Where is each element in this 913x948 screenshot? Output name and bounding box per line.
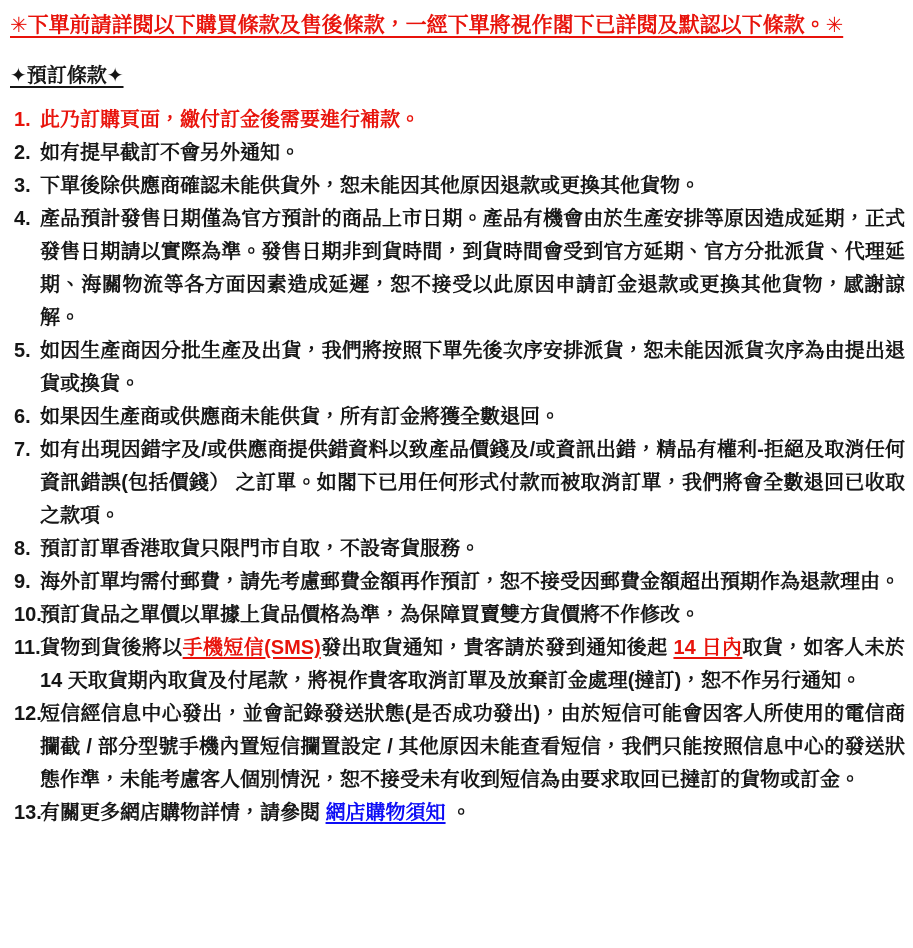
term-number: 6. [14,406,31,428]
section-heading-preorder-terms: ✦預訂條款✦ [10,65,124,87]
term-item-7 [10,434,905,533]
term-text: 如果因生產商或供應商未能供貨，所有訂金將獲全數退回。 [40,406,560,428]
term-item-4 [10,203,905,335]
term-item-2 [10,137,905,170]
term-item-5 [10,335,905,401]
term-text: 預訂貨品之單價以單據上貨品價格為準，為保障買賣雙方貨價將不作修改。 [40,604,700,626]
term-item-1 [10,104,905,137]
term-highlight: 手機短信(SMS) [182,637,321,659]
term-text: 取貨，如客人未於 14 天取貨期內取貨及付尾款，將視作貴客取消訂單及放棄訂金處理(撻訂)，恕不作另行通知。 [40,637,906,692]
term-item-13 [10,797,905,830]
term-number: 12. [14,703,42,725]
term-item-6 [10,401,905,434]
term-number: 11. [14,637,41,659]
term-text: 發出取貨通知，貴客請於發到通知後起 [320,637,674,659]
term-text: 如有出現因錯字及/或供應商提供錯資料以致產品價錢及/或資訊出錯，精品有權利-拒絕及取消任何資訊錯誤(包括價錢） 之訂單。如閣下已用任何形式付款而被取消訂單，我們將會全數退回已收取之款項。 [40,439,905,527]
term-item-8 [10,533,905,566]
term-highlight: 14 日內 [673,637,743,659]
term-text: 。 [445,802,472,824]
term-text: 如因生產商因分批生產及出貨，我們將按照下單先後次序安排派貨，恕未能因派貨次序為由提出退貨或換貨。 [40,340,905,395]
term-number: 4. [14,208,31,230]
term-text: 產品預計發售日期僅為官方預計的商品上市日期。產品有機會由於生產安排等原因造成延期，正式發售日期請以實際為準。發售日期非到貨時間，到貨時間會受到官方延期、官方分批派貨、代理延期、海關物流等各方面因素造成延遲，恕不接受以此原因申請訂金退款或更換其他貨物，感謝諒解。 [40,208,905,329]
term-text: 貨物到貨後將以 [40,637,183,659]
term-item-3 [10,170,905,203]
term-number: 1. [14,109,31,131]
term-item-9 [10,566,905,599]
shop-guide-link[interactable]: 網店購物須知 [325,802,446,824]
term-text: 短信經信息中心發出，並會記錄發送狀態(是否成功發出)，由於短信可能會因客人所使用的電信商攔截 / 部分型號手機內置短信攔置設定 / 其他原因未能查看短信，我們只能按照信息中心的發送狀態作準，未能考慮客人個別情況，恕不接受未有收到短信為由要求取回已撻訂的貨物或訂金。 [40,703,905,791]
term-number: 3. [14,175,31,197]
term-number: 2. [14,142,31,164]
term-text: 有關更多網店購物詳情，請參閱 [40,802,326,824]
term-number: 9. [14,571,31,593]
term-text: 預訂訂單香港取貨只限門市自取，不設寄貨服務。 [40,538,480,560]
term-number: 7. [14,439,31,461]
term-text: 下單後除供應商確認未能供貨外，恕未能因其他原因退款或更換其他貨物。 [40,175,700,197]
term-text: 如有提早截訂不會另外通知。 [40,142,300,164]
term-highlight: 此乃訂購頁面，繳付訂金後需要進行補款。 [40,109,420,131]
term-item-10 [10,599,905,632]
term-number: 10. [14,604,42,626]
term-number: 5. [14,340,31,362]
page-title: ✳下單前請詳閱以下購買條款及售後條款，一經下單將視作閣下已詳閱及默認以下條款。✳ [10,14,844,37]
term-item-11 [10,632,905,698]
term-number: 8. [14,538,31,560]
term-number: 13. [14,802,42,824]
term-text: 海外訂單均需付郵費，請先考慮郵費金額再作預訂，恕不接受因郵費金額超出預期作為退款理由。 [40,571,900,593]
terms-list [10,104,905,830]
term-item-12 [10,698,905,797]
